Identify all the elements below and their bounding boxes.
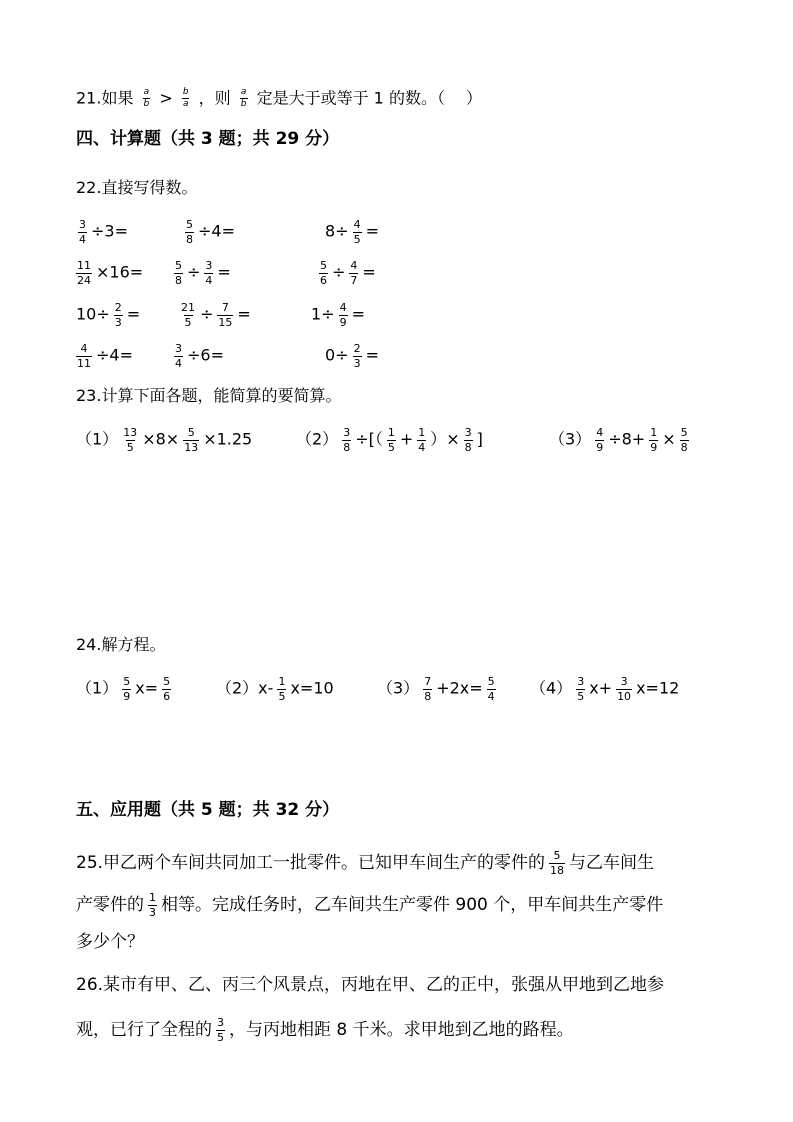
fraction: $\frac{11}{24}$	[77, 259, 91, 287]
fraction: $\frac{5}{8}$	[186, 218, 193, 246]
fraction: $\frac{3}{10}$	[617, 675, 632, 703]
q22-item: $\frac{5}{6}$ ÷ $\frac{4}{7}$ =	[320, 259, 376, 287]
question-22-title: 22.直接写得数。	[76, 178, 198, 197]
fraction: $\frac{1}{5}$	[387, 426, 395, 454]
fraction: $\frac{5}{18}$	[550, 849, 565, 877]
question-26-line-2: 观，已行了全程的 $\frac{3}{5}$ ，与丙地相距 8 千米。求甲地到乙地的路程。	[76, 1016, 574, 1044]
q24-part-3: （3） $\frac{7}{8}$ +2x= $\frac{5}{4}$	[377, 675, 495, 703]
q22-item: $\frac{21}{5}$ ÷ $\frac{7}{15}$ =	[181, 301, 251, 329]
q22-item: $\frac{5}{8}$ ÷ $\frac{3}{4}$ =	[175, 259, 231, 287]
q21-suffix: 定是大于或等于 1 的数。（ ）	[256, 88, 483, 108]
q24-part-4: （4） $\frac{3}{5}$ x+ $\frac{3}{10}$ x=12	[530, 675, 680, 703]
q22-item: $\frac{5}{8}$ ÷4=	[186, 218, 235, 246]
fraction: $\frac{3}{4}$	[175, 342, 182, 370]
section-4-title: 四、计算题（共 3 题；共 29 分）	[76, 129, 340, 149]
question-24-title: 24.解方程。	[76, 635, 166, 654]
q22-item: 0÷ $\frac{2}{3}$ =	[325, 342, 379, 370]
fraction: $\frac{5}{4}$	[487, 675, 495, 703]
question-26-line-1: 26.某市有甲、乙、丙三个风景点，丙地在甲、乙的正中，张强从甲地到乙地参	[76, 975, 665, 995]
fraction: $\frac{3}{8}$	[464, 426, 472, 454]
question-25-line-1: 25.甲乙两个车间共同加工一批零件。已知甲车间生产的零件的 $\frac{5}{18}$ 与乙车间生	[76, 849, 655, 877]
fraction: $\frac{5}{6}$	[163, 675, 171, 703]
q21-prefix: 21.如果	[76, 88, 134, 108]
fraction: $\frac{3}{5}$	[217, 1016, 224, 1044]
q23-part-2: （2） $\frac{3}{8}$ ÷[（ $\frac{1}{5}$ + $\frac{1}{4}$ ）× $\frac{3}{8}$ ]	[296, 426, 483, 454]
section-5-title: 五、应用题（共 5 题；共 32 分）	[76, 800, 340, 820]
question-25-line-2: 产零件的 $\frac{1}{3}$ 相等。完成任务时，乙车间共生产零件 900 个，甲车间共生产零件	[76, 891, 664, 919]
fraction: $\frac{5}{8}$	[680, 426, 688, 454]
fraction: $\frac{1}{3}$	[149, 891, 156, 919]
fraction: $\frac{3}{5}$	[577, 675, 585, 703]
fraction: $\frac{4}{9}$	[339, 301, 347, 329]
q23-part-1: （1） $\frac{13}{5}$ ×8× $\frac{5}{13}$ ×1.25	[76, 426, 253, 454]
q22-item: 8÷ $\frac{4}{5}$ =	[325, 218, 379, 246]
q22-item: 1÷ $\frac{4}{9}$ =	[311, 301, 365, 329]
fraction: $\frac{2}{3}$	[114, 301, 122, 329]
fraction: $\frac{3}{8}$	[343, 426, 351, 454]
fraction-a-over-b: $\frac{a}{b}$	[143, 87, 150, 110]
q22-item: $\frac{4}{11}$ ÷4=	[77, 342, 133, 370]
fraction: $\frac{1}{9}$	[650, 426, 658, 454]
q21-mid: ，则	[198, 88, 231, 108]
fraction: $\frac{7}{8}$	[424, 675, 432, 703]
q22-item: $\frac{11}{24}$ ×16=	[77, 259, 144, 287]
fraction: $\frac{3}{4}$	[205, 259, 213, 287]
q24-part-2: （2）x- $\frac{1}{5}$ x=10	[216, 675, 334, 703]
fraction-b-over-a: $\frac{b}{a}$	[182, 87, 189, 110]
q22-item: $\frac{3}{4}$ ÷6=	[175, 342, 224, 370]
fraction: $\frac{4}{11}$	[77, 342, 91, 370]
fraction: $\frac{4}{7}$	[350, 259, 358, 287]
question-23-title: 23.计算下面各题，能简算的要简算。	[76, 386, 342, 405]
fraction: $\frac{5}{9}$	[123, 675, 131, 703]
fraction: $\frac{5}{13}$	[184, 426, 199, 454]
fraction: $\frac{13}{5}$	[123, 426, 138, 454]
q22-item: $\frac{3}{4}$ ÷3=	[79, 218, 128, 246]
fraction: $\frac{4}{5}$	[353, 218, 361, 246]
greater-than-sign: >	[159, 88, 173, 108]
fraction: $\frac{21}{5}$	[181, 301, 195, 329]
fraction: $\frac{5}{8}$	[175, 259, 182, 287]
q22-item: 10÷ $\frac{2}{3}$ =	[76, 301, 141, 329]
q23-part-3: （3） $\frac{4}{9}$ ÷8+ $\frac{1}{9}$ × $\frac{5}{8}$	[549, 426, 688, 454]
fraction: $\frac{5}{6}$	[320, 259, 327, 287]
question-21	[76, 88, 482, 110]
fraction: $\frac{3}{4}$	[79, 218, 86, 246]
fraction: $\frac{1}{5}$	[278, 675, 286, 703]
question-25-line-3: 多少个？	[76, 932, 144, 952]
q24-part-1: （1） $\frac{5}{9}$ x= $\frac{5}{6}$	[76, 675, 171, 703]
fraction-a-over-b-2: $\frac{a}{b}$	[240, 87, 247, 110]
fraction: $\frac{7}{15}$	[218, 301, 233, 329]
fraction: $\frac{2}{3}$	[353, 342, 361, 370]
fraction: $\frac{4}{9}$	[596, 426, 604, 454]
fraction: $\frac{1}{4}$	[418, 426, 426, 454]
